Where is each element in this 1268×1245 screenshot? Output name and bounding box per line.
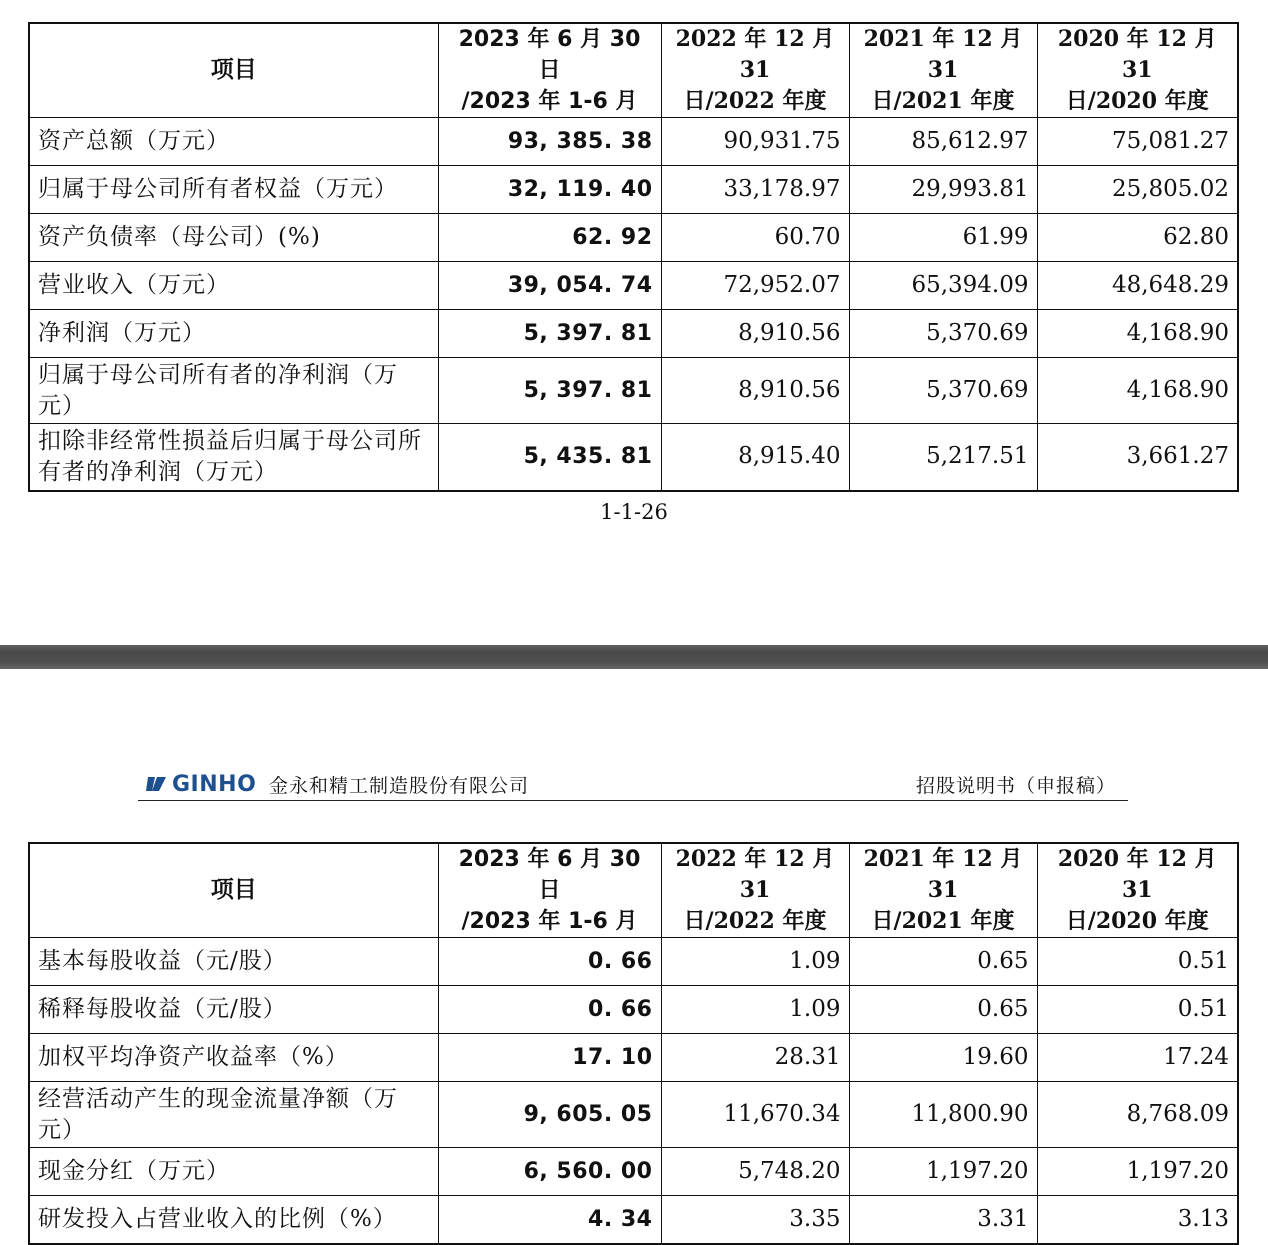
table-row <box>29 986 1238 1034</box>
value-2021: 3.31 <box>849 1196 1037 1244</box>
value-2022: 60.70 <box>661 214 849 262</box>
table-row <box>29 166 1238 214</box>
logo-text: GINHO <box>172 771 257 797</box>
row-label: 资产总额（万元） <box>29 118 438 166</box>
value-2023h1: 5, 397. 81 <box>438 358 661 424</box>
value-2023h1: 5, 397. 81 <box>438 310 661 358</box>
table-row <box>29 1196 1238 1244</box>
header-item: 项目 <box>29 23 438 118</box>
header-2023h1: 2023 年 6 月 30 日 /2023 年 1-6 月 <box>438 23 661 118</box>
header-2021: 2021 年 12 月 31 日/2021 年度 <box>849 843 1037 938</box>
row-label: 基本每股收益（元/股） <box>29 938 438 986</box>
value-2023h1: 32, 119. 40 <box>438 166 661 214</box>
value-2020: 0.51 <box>1037 938 1238 986</box>
row-label: 加权平均净资产收益率（%） <box>29 1034 438 1082</box>
company-logo <box>146 770 256 798</box>
value-2023h1: 62. 92 <box>438 214 661 262</box>
value-2023h1: 6, 560. 00 <box>438 1148 661 1196</box>
row-label: 营业收入（万元） <box>29 262 438 310</box>
table-row <box>29 938 1238 986</box>
page-separator <box>0 645 1268 669</box>
value-2023h1: 5, 435. 81 <box>438 424 661 491</box>
ginho-logo-icon <box>146 773 168 795</box>
value-2021: 5,370.69 <box>849 358 1037 424</box>
value-2023h1: 4. 34 <box>438 1196 661 1244</box>
value-2020: 3.13 <box>1037 1196 1238 1244</box>
page-number: 1-1-26 <box>600 500 668 524</box>
value-2022: 72,952.07 <box>661 262 849 310</box>
value-2021: 29,993.81 <box>849 166 1037 214</box>
value-2021: 1,197.20 <box>849 1148 1037 1196</box>
table-row <box>29 1148 1238 1196</box>
value-2021: 0.65 <box>849 986 1037 1034</box>
header-2020: 2020 年 12 月 31 日/2020 年度 <box>1037 843 1238 938</box>
row-label: 归属于母公司所有者权益（万元） <box>29 166 438 214</box>
value-2022: 90,931.75 <box>661 118 849 166</box>
table-row <box>29 262 1238 310</box>
document-header <box>138 768 1128 801</box>
value-2023h1: 0. 66 <box>438 986 661 1034</box>
value-2020: 62.80 <box>1037 214 1238 262</box>
row-label: 净利润（万元） <box>29 310 438 358</box>
value-2021: 65,394.09 <box>849 262 1037 310</box>
header-2021: 2021 年 12 月 31 日/2021 年度 <box>849 23 1037 118</box>
table-row <box>29 1082 1238 1148</box>
table-header-row <box>29 23 1238 118</box>
row-label: 稀释每股收益（元/股） <box>29 986 438 1034</box>
value-2022: 33,178.97 <box>661 166 849 214</box>
table-row <box>29 1034 1238 1082</box>
row-label: 经营活动产生的现金流量净额（万元） <box>29 1082 438 1148</box>
table-header-row <box>29 843 1238 938</box>
row-label: 资产负债率（母公司）(%) <box>29 214 438 262</box>
value-2022: 8,915.40 <box>661 424 849 491</box>
value-2020: 48,648.29 <box>1037 262 1238 310</box>
table-row <box>29 310 1238 358</box>
table-row <box>29 118 1238 166</box>
value-2022: 8,910.56 <box>661 310 849 358</box>
value-2022: 8,910.56 <box>661 358 849 424</box>
value-2022: 28.31 <box>661 1034 849 1082</box>
table-row <box>29 214 1238 262</box>
value-2021: 61.99 <box>849 214 1037 262</box>
financial-summary-table-top <box>28 22 1239 492</box>
financial-summary-table-bottom <box>28 842 1239 1245</box>
value-2020: 3,661.27 <box>1037 424 1238 491</box>
value-2021: 0.65 <box>849 938 1037 986</box>
value-2023h1: 93, 385. 38 <box>438 118 661 166</box>
header-2022: 2022 年 12 月 31 日/2022 年度 <box>661 23 849 118</box>
value-2020: 1,197.20 <box>1037 1148 1238 1196</box>
value-2020: 4,168.90 <box>1037 310 1238 358</box>
value-2022: 3.35 <box>661 1196 849 1244</box>
value-2022: 11,670.34 <box>661 1082 849 1148</box>
value-2021: 11,800.90 <box>849 1082 1037 1148</box>
value-2023h1: 0. 66 <box>438 938 661 986</box>
header-item: 项目 <box>29 843 438 938</box>
table-row <box>29 358 1238 424</box>
row-label: 研发投入占营业收入的比例（%） <box>29 1196 438 1244</box>
row-label: 归属于母公司所有者的净利润（万元） <box>29 358 438 424</box>
value-2020: 0.51 <box>1037 986 1238 1034</box>
row-label: 现金分红（万元） <box>29 1148 438 1196</box>
value-2022: 1.09 <box>661 986 849 1034</box>
value-2023h1: 9, 605. 05 <box>438 1082 661 1148</box>
value-2022: 5,748.20 <box>661 1148 849 1196</box>
value-2021: 85,612.97 <box>849 118 1037 166</box>
header-2022: 2022 年 12 月 31 日/2022 年度 <box>661 843 849 938</box>
table-row <box>29 424 1238 491</box>
value-2021: 19.60 <box>849 1034 1037 1082</box>
row-label: 扣除非经常性损益后归属于母公司所有者的净利润（万元） <box>29 424 438 491</box>
value-2020: 17.24 <box>1037 1034 1238 1082</box>
value-2020: 4,168.90 <box>1037 358 1238 424</box>
document-type: 招股说明书（申报稿） <box>915 775 1116 797</box>
value-2021: 5,370.69 <box>849 310 1037 358</box>
value-2020: 75,081.27 <box>1037 118 1238 166</box>
header-2023h1: 2023 年 6 月 30 日 /2023 年 1-6 月 <box>438 843 661 938</box>
header-2020: 2020 年 12 月 31 日/2020 年度 <box>1037 23 1238 118</box>
value-2020: 25,805.02 <box>1037 166 1238 214</box>
value-2021: 5,217.51 <box>849 424 1037 491</box>
value-2023h1: 39, 054. 74 <box>438 262 661 310</box>
value-2022: 1.09 <box>661 938 849 986</box>
company-name: 金永和精工制造股份有限公司 <box>269 775 530 797</box>
value-2023h1: 17. 10 <box>438 1034 661 1082</box>
value-2020: 8,768.09 <box>1037 1082 1238 1148</box>
